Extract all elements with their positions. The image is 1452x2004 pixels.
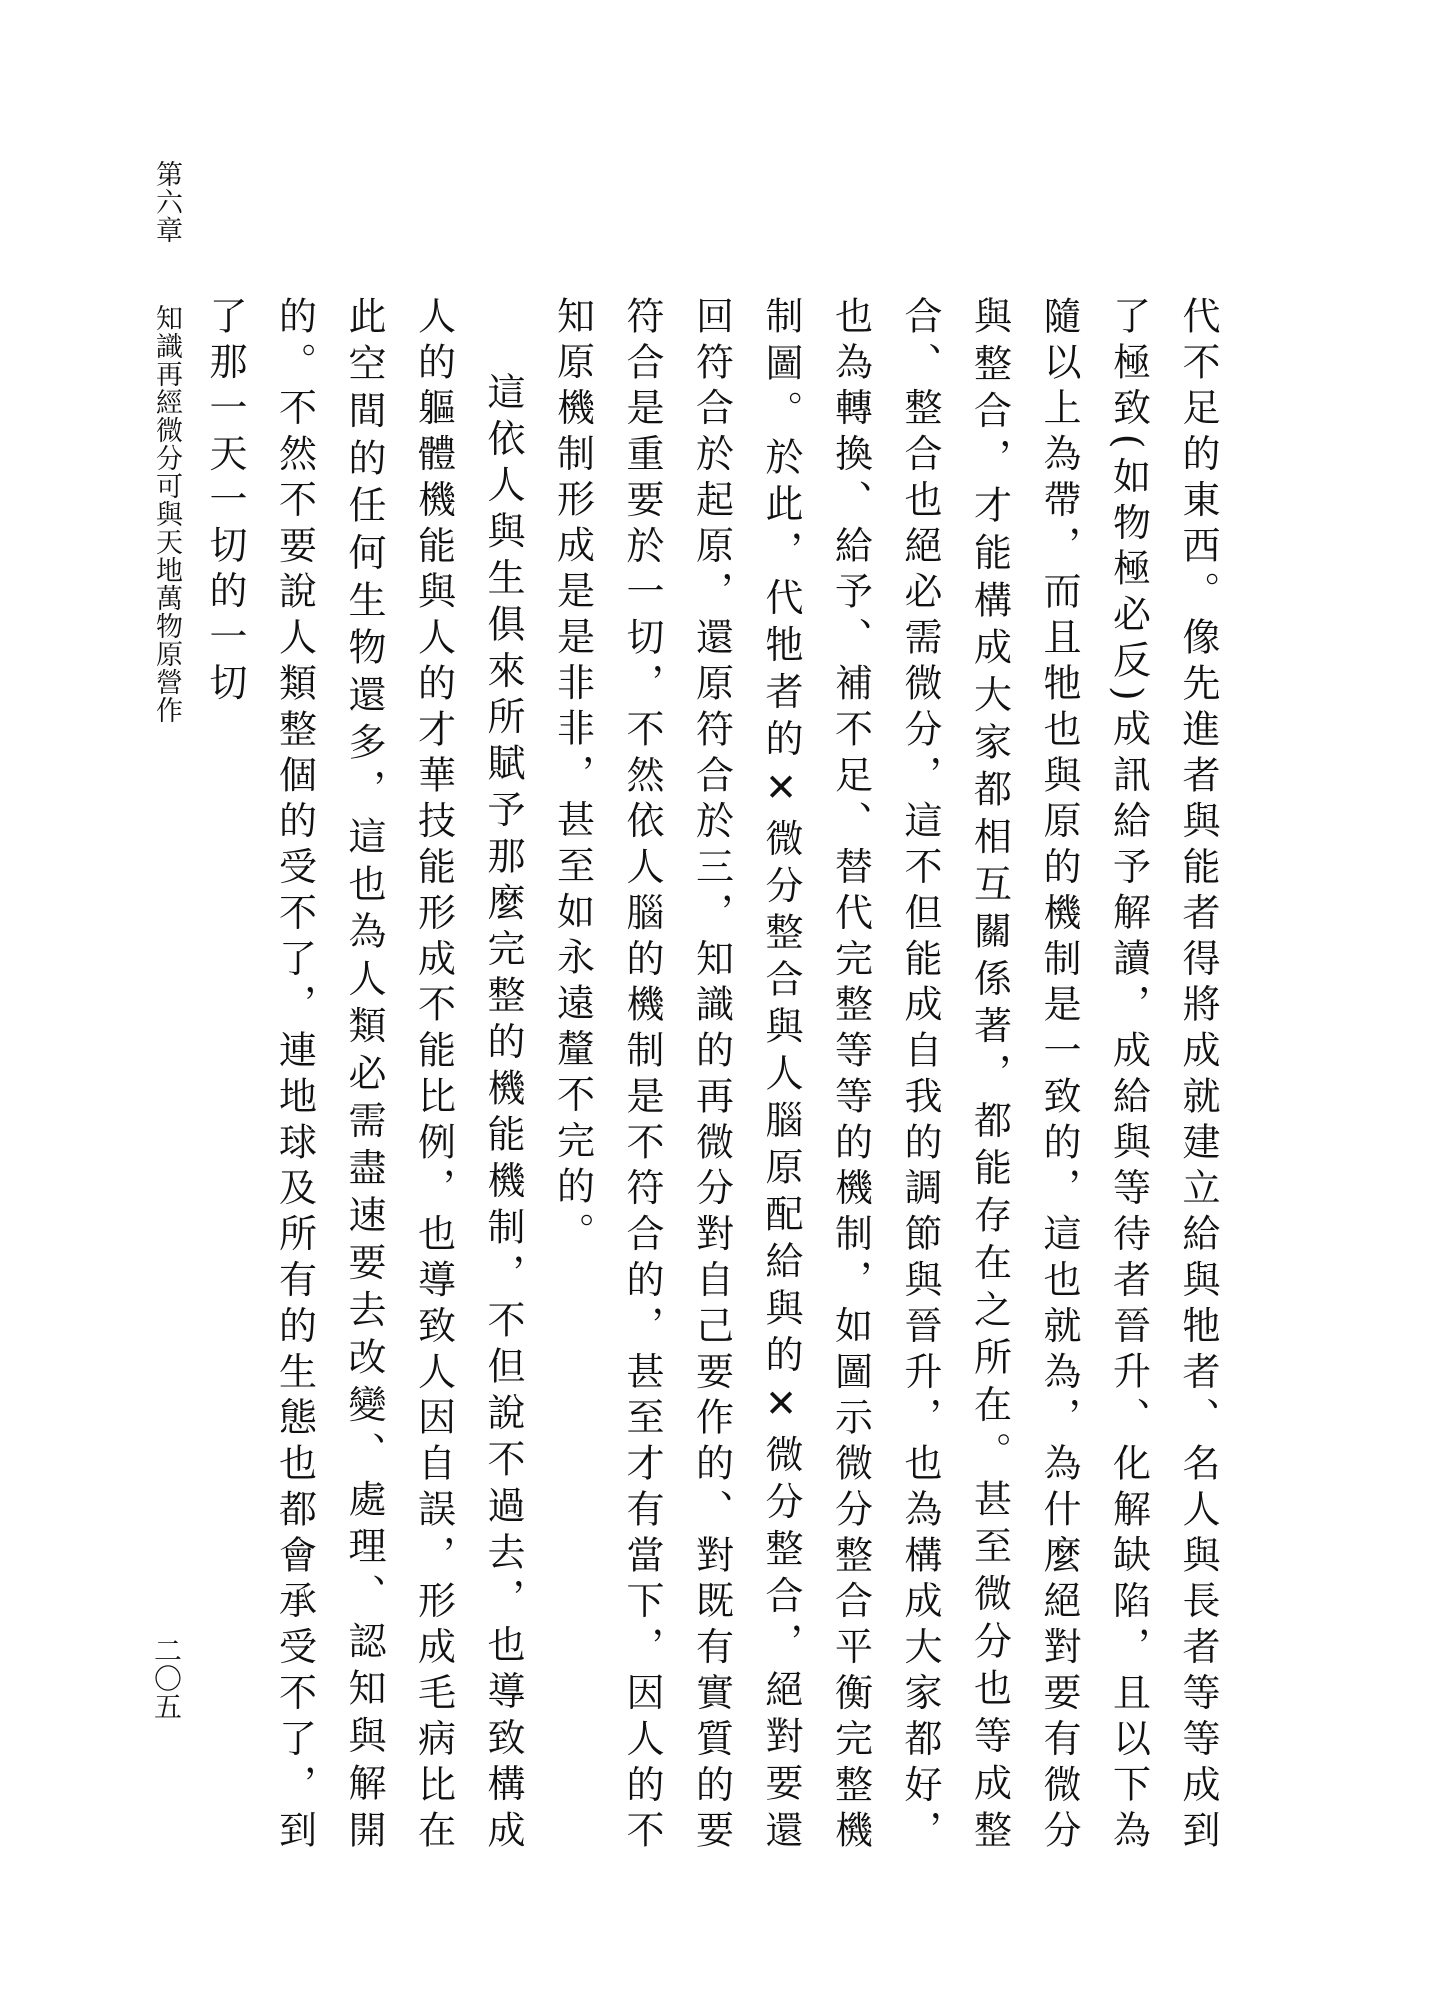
paragraph-1: 代不足的東西。像先進者與能者得將成就建立給與牠者、名人與長者等等成到了極致(如物極必反)成訊給予解讀，成給與等待者晉升、化解缺陷，且以下為隨以上為帶，而且牠也與原的機制是一致的，這也就為，為什麼絕對要有微分與整合，才能構成大家都相互關係著，都能存在之所在。甚至微分也等成整合、整合也絕必需微分，這不但能成自我的調節與晉升，也為構成大家都好，也為轉換、給予、補不足、替代完整等等的機制，如圖示微分整合平衡完整機制圖。於此，代牠者的✕微分整合與人腦原配給與的✕微分整合，絕對要還回符合於起原，還原符合於三，知識的再微分對自己要作的、對既有實質的要符合是重要於一切，不然依人腦的機制是不符合的，甚至才有當下，因人的不知原機制形成是是非非，甚至如永遠釐不完的。 bbox=[550, 296, 1220, 1856]
page-number: 二〇五 bbox=[150, 1636, 183, 1720]
chapter-label: 第六章 bbox=[151, 160, 182, 244]
paragraph-2: 這依人與生俱來所賦予那麼完整的機能機制，不但說不過去，也導致構成人的軀體機能與人的才華技能形成不能比例，也導致人因自誤，形成毛病比在此空間的任何生物還多，這也為人類必需盡速要去改變、處理、認知與解開的。不然不要說人類整個的受不了，連地球及所有的生態也都會承受不了，到了那一天一切的一切 bbox=[203, 296, 525, 1856]
body-text bbox=[203, 296, 1232, 1856]
running-header bbox=[148, 160, 184, 820]
chapter-title: 知識再經微分可與天地萬物原營作 bbox=[151, 304, 182, 724]
